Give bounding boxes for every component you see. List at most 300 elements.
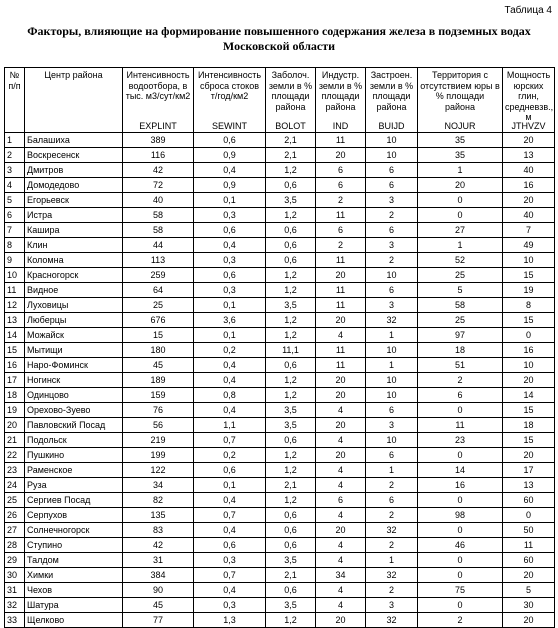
table-cell: 0,3 xyxy=(194,208,266,223)
table-cell: 2 xyxy=(316,193,366,208)
table-cell: 0 xyxy=(418,523,503,538)
table-cell: 40 xyxy=(123,193,194,208)
table-cell: 4 xyxy=(316,463,366,478)
table-cell: 0 xyxy=(503,508,555,523)
table-row xyxy=(5,178,555,193)
table-row xyxy=(5,298,555,313)
table-cell: 3,6 xyxy=(194,313,266,328)
table-cell: 1,2 xyxy=(266,613,316,628)
table-cell: 11 xyxy=(418,418,503,433)
table-cell: 77 xyxy=(123,613,194,628)
column-header-label: Мощность юрских глин, средневзв., м xyxy=(505,70,554,122)
column-code: IND xyxy=(332,120,349,131)
table-cell: 64 xyxy=(123,283,194,298)
table-cell: 1,2 xyxy=(266,208,316,223)
table-row xyxy=(5,133,555,148)
table-cell: 1,2 xyxy=(266,163,316,178)
table-cell: 0,9 xyxy=(194,178,266,193)
table-cell: 3 xyxy=(366,598,418,613)
table-row xyxy=(5,253,555,268)
table-cell: 15 xyxy=(123,328,194,343)
table-cell: 1 xyxy=(366,463,418,478)
table-cell: 15 xyxy=(503,433,555,448)
table-cell: 3 xyxy=(366,418,418,433)
district-name: Серпухов xyxy=(25,508,123,523)
table-cell: 0,6 xyxy=(194,133,266,148)
table-cell: 20 xyxy=(316,388,366,403)
district-name: Чехов xyxy=(25,583,123,598)
table-cell: 0,6 xyxy=(194,268,266,283)
table-cell: 6 xyxy=(316,493,366,508)
table-row xyxy=(5,358,555,373)
table-cell: 199 xyxy=(123,448,194,463)
table-cell: 58 xyxy=(123,223,194,238)
row-number: 12 xyxy=(5,298,25,313)
table-row xyxy=(5,478,555,493)
table-cell: 45 xyxy=(123,358,194,373)
table-cell: 0,6 xyxy=(266,433,316,448)
district-name: Одинцово xyxy=(25,388,123,403)
table-cell: 0 xyxy=(418,208,503,223)
district-name: Павловский Посад xyxy=(25,418,123,433)
table-cell: 20 xyxy=(316,313,366,328)
table-cell: 32 xyxy=(366,568,418,583)
table-cell: 0,4 xyxy=(194,238,266,253)
table-cell: 90 xyxy=(123,583,194,598)
table-cell: 76 xyxy=(123,403,194,418)
column-code: BOLOT xyxy=(275,120,306,131)
column-header-label: Территория с отсутствием юры в % площади района xyxy=(420,70,500,112)
table-cell: 11 xyxy=(316,298,366,313)
table-cell: 259 xyxy=(123,268,194,283)
column-header-3 xyxy=(194,68,266,133)
column-header-label: Заболоч. земли в % площади района xyxy=(268,70,313,112)
row-number: 17 xyxy=(5,373,25,388)
table-row xyxy=(5,598,555,613)
district-name: Клин xyxy=(25,238,123,253)
table-cell: 11 xyxy=(316,133,366,148)
table-row xyxy=(5,493,555,508)
column-header-label: № п/п xyxy=(8,70,21,91)
table-cell: 0,8 xyxy=(194,388,266,403)
table-cell: 15 xyxy=(503,403,555,418)
table-row xyxy=(5,508,555,523)
table-cell: 1,2 xyxy=(266,463,316,478)
table-cell: 13 xyxy=(503,478,555,493)
column-header-0 xyxy=(5,68,25,133)
table-cell: 58 xyxy=(123,208,194,223)
district-name: Раменское xyxy=(25,463,123,478)
table-cell: 0,2 xyxy=(194,448,266,463)
table-cell: 11,1 xyxy=(266,343,316,358)
table-row xyxy=(5,193,555,208)
table-cell: 19 xyxy=(503,283,555,298)
table-cell: 6 xyxy=(366,178,418,193)
table-cell: 0,6 xyxy=(266,523,316,538)
table-cell: 676 xyxy=(123,313,194,328)
table-cell: 0,2 xyxy=(194,343,266,358)
table-cell: 20 xyxy=(316,148,366,163)
row-number: 4 xyxy=(5,178,25,193)
table-cell: 1,2 xyxy=(266,448,316,463)
table-row xyxy=(5,238,555,253)
row-number: 10 xyxy=(5,268,25,283)
column-header-label: Индустр. земли в % площади района xyxy=(318,70,363,112)
table-cell: 3,5 xyxy=(266,553,316,568)
table-cell: 17 xyxy=(503,463,555,478)
column-header-7 xyxy=(418,68,503,133)
row-number: 7 xyxy=(5,223,25,238)
row-number: 1 xyxy=(5,133,25,148)
table-cell: 10 xyxy=(366,148,418,163)
table-cell: 11 xyxy=(503,538,555,553)
district-name: Егорьевск xyxy=(25,193,123,208)
table-cell: 1 xyxy=(366,358,418,373)
table-row xyxy=(5,613,555,628)
table-cell: 0 xyxy=(418,598,503,613)
table-cell: 10 xyxy=(366,268,418,283)
table-cell: 113 xyxy=(123,253,194,268)
table-cell: 20 xyxy=(316,373,366,388)
table-cell: 0,6 xyxy=(266,508,316,523)
table-cell: 4 xyxy=(316,583,366,598)
table-cell: 2,1 xyxy=(266,568,316,583)
table-cell: 1,3 xyxy=(194,613,266,628)
table-cell: 2 xyxy=(366,583,418,598)
table-cell: 0,7 xyxy=(194,568,266,583)
table-cell: 0,6 xyxy=(194,463,266,478)
district-name: Сергиев Посад xyxy=(25,493,123,508)
district-name: Щелково xyxy=(25,613,123,628)
table-cell: 3,5 xyxy=(266,298,316,313)
table-cell: 2 xyxy=(418,373,503,388)
table-cell: 0,4 xyxy=(194,523,266,538)
table-cell: 6 xyxy=(366,493,418,508)
table-cell: 27 xyxy=(418,223,503,238)
row-number: 21 xyxy=(5,433,25,448)
row-number: 27 xyxy=(5,523,25,538)
table-row xyxy=(5,223,555,238)
title-line-2: Московской области xyxy=(222,39,336,53)
table-cell: 4 xyxy=(316,538,366,553)
table-row xyxy=(5,148,555,163)
table-cell: 0,6 xyxy=(194,538,266,553)
table-cell: 6 xyxy=(366,283,418,298)
table-cell: 23 xyxy=(418,433,503,448)
table-cell: 2,1 xyxy=(266,133,316,148)
table-cell: 51 xyxy=(418,358,503,373)
table-cell: 6 xyxy=(366,403,418,418)
row-number: 25 xyxy=(5,493,25,508)
table-cell: 20 xyxy=(503,448,555,463)
table-cell: 0,1 xyxy=(194,328,266,343)
table-row xyxy=(5,328,555,343)
table-cell: 0,3 xyxy=(194,553,266,568)
column-header-5 xyxy=(316,68,366,133)
column-header-label: Центр района xyxy=(44,70,103,80)
table-cell: 20 xyxy=(418,178,503,193)
table-cell: 10 xyxy=(366,388,418,403)
table-cell: 11 xyxy=(316,208,366,223)
table-cell: 2,1 xyxy=(266,478,316,493)
district-name: Ступино xyxy=(25,538,123,553)
table-cell: 10 xyxy=(503,253,555,268)
table-cell: 10 xyxy=(366,343,418,358)
table-cell: 1 xyxy=(418,163,503,178)
row-number: 32 xyxy=(5,598,25,613)
table-cell: 2 xyxy=(316,238,366,253)
table-cell: 18 xyxy=(418,343,503,358)
table-cell: 189 xyxy=(123,373,194,388)
table-cell: 6 xyxy=(316,163,366,178)
district-name: Красногорск xyxy=(25,268,123,283)
table-cell: 3,5 xyxy=(266,403,316,418)
table-row xyxy=(5,448,555,463)
table-cell: 30 xyxy=(503,598,555,613)
table-cell: 0,3 xyxy=(194,283,266,298)
row-number: 13 xyxy=(5,313,25,328)
table-cell: 31 xyxy=(123,553,194,568)
table-row xyxy=(5,373,555,388)
table-cell: 14 xyxy=(418,463,503,478)
table-cell: 3 xyxy=(366,238,418,253)
table-cell: 1,1 xyxy=(194,418,266,433)
district-name: Руза xyxy=(25,478,123,493)
table-cell: 4 xyxy=(316,478,366,493)
table-cell: 135 xyxy=(123,508,194,523)
row-number: 20 xyxy=(5,418,25,433)
row-number: 8 xyxy=(5,238,25,253)
table-cell: 6 xyxy=(366,163,418,178)
district-name: Воскресенск xyxy=(25,148,123,163)
table-cell: 0 xyxy=(418,448,503,463)
table-cell: 0 xyxy=(418,193,503,208)
table-cell: 18 xyxy=(503,418,555,433)
table-cell: 13 xyxy=(503,148,555,163)
column-code: EXPLINT xyxy=(139,120,177,131)
table-cell: 52 xyxy=(418,253,503,268)
table-cell: 0,1 xyxy=(194,478,266,493)
factors-table xyxy=(4,67,555,628)
table-cell: 0,6 xyxy=(266,253,316,268)
table-cell: 2 xyxy=(366,208,418,223)
district-name: Наро-Фоминск xyxy=(25,358,123,373)
column-header-label: Застроен. земли в % площади района xyxy=(369,70,414,112)
table-cell: 35 xyxy=(418,148,503,163)
row-number: 15 xyxy=(5,343,25,358)
table-row xyxy=(5,268,555,283)
column-code: JTHVZV xyxy=(511,120,546,131)
district-name: Видное xyxy=(25,283,123,298)
table-cell: 0,3 xyxy=(194,253,266,268)
column-header-2 xyxy=(123,68,194,133)
column-code: BUIJD xyxy=(378,120,405,131)
row-number: 14 xyxy=(5,328,25,343)
district-name: Подольск xyxy=(25,433,123,448)
table-cell: 20 xyxy=(503,193,555,208)
table-row xyxy=(5,403,555,418)
district-name: Истра xyxy=(25,208,123,223)
column-code: SEWINT xyxy=(212,120,247,131)
table-cell: 384 xyxy=(123,568,194,583)
table-cell: 159 xyxy=(123,388,194,403)
row-number: 31 xyxy=(5,583,25,598)
row-number: 22 xyxy=(5,448,25,463)
district-name: Балашиха xyxy=(25,133,123,148)
district-name: Химки xyxy=(25,568,123,583)
row-number: 2 xyxy=(5,148,25,163)
table-cell: 25 xyxy=(418,313,503,328)
table-cell: 0,6 xyxy=(266,178,316,193)
row-number: 18 xyxy=(5,388,25,403)
row-number: 29 xyxy=(5,553,25,568)
table-cell: 97 xyxy=(418,328,503,343)
table-cell: 10 xyxy=(366,133,418,148)
table-cell: 20 xyxy=(316,613,366,628)
table-cell: 6 xyxy=(418,388,503,403)
table-row xyxy=(5,583,555,598)
table-cell: 0,6 xyxy=(266,238,316,253)
table-cell: 1,2 xyxy=(266,373,316,388)
table-cell: 11 xyxy=(316,343,366,358)
table-row xyxy=(5,343,555,358)
table-body xyxy=(5,133,555,628)
table-cell: 14 xyxy=(503,388,555,403)
table-cell: 6 xyxy=(316,223,366,238)
table-row xyxy=(5,208,555,223)
table-cell: 40 xyxy=(503,208,555,223)
table-cell: 3 xyxy=(366,193,418,208)
table-cell: 0,7 xyxy=(194,508,266,523)
table-cell: 3,5 xyxy=(266,193,316,208)
district-name: Талдом xyxy=(25,553,123,568)
table-cell: 25 xyxy=(418,268,503,283)
table-cell: 1 xyxy=(366,553,418,568)
table-cell: 0,4 xyxy=(194,403,266,418)
table-row xyxy=(5,283,555,298)
table-cell: 5 xyxy=(418,283,503,298)
row-number: 28 xyxy=(5,538,25,553)
title-line-1: Факторы, влияющие на формирование повышенного содержания железа в подземных водах xyxy=(27,24,531,38)
table-cell: 1 xyxy=(418,238,503,253)
table-cell: 16 xyxy=(503,343,555,358)
table-cell: 15 xyxy=(503,268,555,283)
district-name: Домодедово xyxy=(25,178,123,193)
table-cell: 7 xyxy=(503,223,555,238)
table-cell: 60 xyxy=(503,493,555,508)
table-cell: 0,4 xyxy=(194,583,266,598)
row-number: 33 xyxy=(5,613,25,628)
district-name: Орехово-Зуево xyxy=(25,403,123,418)
table-cell: 16 xyxy=(503,178,555,193)
table-cell: 20 xyxy=(316,418,366,433)
column-header-label: Интенсивность водоотбора, в тыс. м3/сут/км2 xyxy=(125,70,191,101)
table-cell: 0 xyxy=(418,493,503,508)
table-cell: 0 xyxy=(503,328,555,343)
table-cell: 0,6 xyxy=(266,358,316,373)
table-cell: 10 xyxy=(366,433,418,448)
table-cell: 0,6 xyxy=(266,538,316,553)
table-cell: 58 xyxy=(418,298,503,313)
table-cell: 0,9 xyxy=(194,148,266,163)
table-cell: 219 xyxy=(123,433,194,448)
table-cell: 16 xyxy=(418,478,503,493)
table-row xyxy=(5,433,555,448)
district-name: Мытищи xyxy=(25,343,123,358)
table-cell: 2 xyxy=(366,253,418,268)
district-name: Люберцы xyxy=(25,313,123,328)
header-row xyxy=(5,68,555,133)
table-cell: 20 xyxy=(503,373,555,388)
table-cell: 122 xyxy=(123,463,194,478)
table-cell: 0,4 xyxy=(194,373,266,388)
table-cell: 0,7 xyxy=(194,433,266,448)
table-cell: 2 xyxy=(366,478,418,493)
district-name: Шатура xyxy=(25,598,123,613)
table-cell: 98 xyxy=(418,508,503,523)
table-cell: 1,2 xyxy=(266,268,316,283)
district-name: Дмитров xyxy=(25,163,123,178)
table-cell: 35 xyxy=(418,133,503,148)
table-cell: 50 xyxy=(503,523,555,538)
table-cell: 180 xyxy=(123,343,194,358)
district-name: Солнечногорск xyxy=(25,523,123,538)
column-header-6 xyxy=(366,68,418,133)
table-cell: 32 xyxy=(366,613,418,628)
row-number: 11 xyxy=(5,283,25,298)
table-cell: 75 xyxy=(418,583,503,598)
district-name: Кашира xyxy=(25,223,123,238)
table-cell: 0,3 xyxy=(194,598,266,613)
table-cell: 45 xyxy=(123,598,194,613)
table-cell: 32 xyxy=(366,523,418,538)
row-number: 6 xyxy=(5,208,25,223)
table-cell: 1 xyxy=(366,328,418,343)
table-cell: 116 xyxy=(123,148,194,163)
district-name: Можайск xyxy=(25,328,123,343)
table-cell: 34 xyxy=(123,478,194,493)
table-cell: 0 xyxy=(418,403,503,418)
table-cell: 1,2 xyxy=(266,328,316,343)
table-cell: 83 xyxy=(123,523,194,538)
table-cell: 8 xyxy=(503,298,555,313)
column-header-4 xyxy=(266,68,316,133)
table-cell: 20 xyxy=(316,268,366,283)
table-cell: 0,6 xyxy=(194,223,266,238)
table-row xyxy=(5,523,555,538)
table-cell: 56 xyxy=(123,418,194,433)
table-cell: 10 xyxy=(366,373,418,388)
row-number: 16 xyxy=(5,358,25,373)
table-cell: 20 xyxy=(316,523,366,538)
table-cell: 0,6 xyxy=(266,223,316,238)
table-cell: 60 xyxy=(503,553,555,568)
table-cell: 20 xyxy=(503,133,555,148)
table-cell: 42 xyxy=(123,163,194,178)
table-cell: 0,4 xyxy=(194,163,266,178)
table-cell: 4 xyxy=(316,553,366,568)
table-cell: 3,5 xyxy=(266,598,316,613)
table-cell: 0,1 xyxy=(194,193,266,208)
row-number: 5 xyxy=(5,193,25,208)
row-number: 30 xyxy=(5,568,25,583)
table-cell: 4 xyxy=(316,403,366,418)
table-cell: 42 xyxy=(123,538,194,553)
table-cell: 44 xyxy=(123,238,194,253)
row-number: 3 xyxy=(5,163,25,178)
table-cell: 32 xyxy=(366,313,418,328)
table-cell: 0,4 xyxy=(194,493,266,508)
